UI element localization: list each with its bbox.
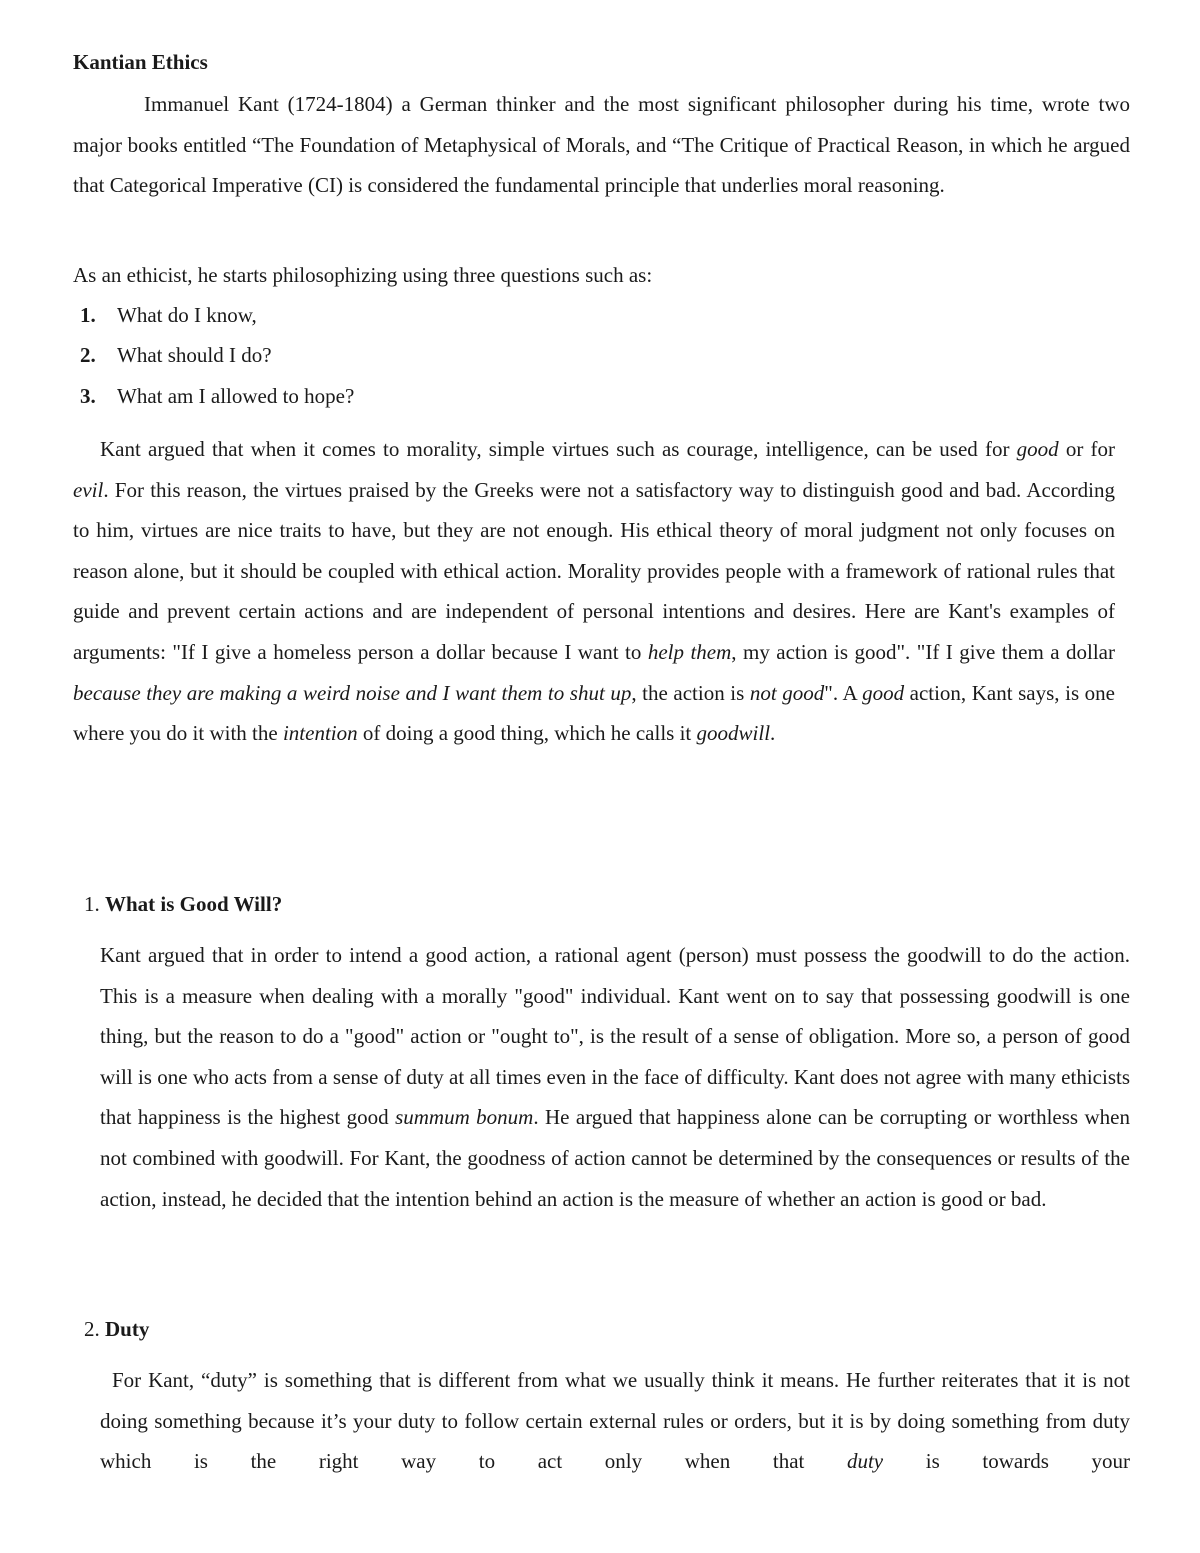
question-number: 3. — [80, 384, 96, 408]
question-item — [80, 343, 272, 368]
question-item — [80, 303, 257, 328]
section-number: 1. — [84, 892, 100, 916]
emphasis-intention: intention — [282, 721, 358, 746]
text-run: , my action is good". "If I give them a dollar — [731, 639, 1115, 664]
emphasis-help-them: help them — [647, 639, 732, 664]
text-run: ". A — [824, 680, 863, 705]
intro-paragraph — [73, 84, 1130, 206]
question-text: What do I know, — [117, 303, 257, 327]
text-run: of doing a good thing, which he calls it — [357, 721, 697, 746]
questions-intro: As an ethicist, he starts philosophizing using three questions such as: — [73, 263, 653, 287]
text-run: , the action is — [631, 680, 750, 705]
emphasis-because: because they are making a weird noise and I want them to shut up — [73, 680, 632, 705]
text-run: or for — [1058, 437, 1115, 461]
emphasis-good: good — [1016, 437, 1059, 461]
text-run: . For this reason, the virtues praised by the Greeks were not a satisfactory way to distinguish good and bad. According to him, virtues are nice traits to have, but they are not enough. His ethical theory of moral judgment not only focuses on reason alone, but it should be coupled with ethical action. Morality provides people with a framework of rational rules that guide and prevent certain actions and are independent of personal intentions and desires. Here are Kant's examples of arguments: "If I give a homeless person a dollar because I want to — [73, 477, 1115, 664]
section-title: What is Good Will? — [105, 892, 283, 916]
text-run: . He argued that happiness alone can be corrupting or worthless when not combined with goodwill. For Kant, the goodness of action cannot be determined by the consequences or results of the action, instead, he decided that the intention behind an action is the measure of whether an action is good or bad. — [100, 1105, 1130, 1211]
question-number: 2. — [80, 343, 96, 367]
question-text: What should I do? — [117, 343, 272, 367]
section-heading-good-will — [84, 892, 282, 917]
duty-paragraph — [100, 1360, 1130, 1482]
question-number: 1. — [80, 303, 96, 327]
document-title: Kantian Ethics — [73, 50, 208, 74]
section-number: 2. — [84, 1317, 100, 1341]
intro-paragraph-text: Immanuel Kant (1724-1804) a German thinker and the most significant philosopher during his time, wrote two major books entitled “The Foundation of Metaphysical of Morals, and “The Critique of Practical Reason, in which he argued that Categorical Imperative (CI) is considered the fundamental principle that underlies moral reasoning. — [73, 92, 1130, 198]
section-heading-duty — [84, 1317, 149, 1342]
text-run: Kant argued that when it comes to morality, simple virtues such as courage, intelligence, can be used for — [100, 437, 1017, 461]
emphasis-goodwill: goodwill — [696, 721, 771, 746]
text-run: . — [770, 721, 776, 746]
emphasis-summum-bonum: summum bonum — [395, 1105, 534, 1130]
emphasis-duty: duty — [846, 1449, 884, 1474]
question-item — [80, 384, 354, 409]
question-text: What am I allowed to hope? — [117, 384, 355, 408]
good-will-paragraph — [100, 935, 1130, 1219]
text-run: For Kant, “duty” is something that is different from what we usually think it means. He further reiterates that it is not doing something because it’s your duty to follow certain external rules or orders, but it is by doing something from duty which is the right way to act only when that — [100, 1368, 1130, 1474]
text-run: action, Kant says, is one where you do it with the — [73, 680, 1116, 746]
emphasis-not-good: not good — [749, 680, 825, 705]
text-run: Kant argued that in order to intend a good action, a rational agent (person) must possess the goodwill to do the action. This is a measure when dealing with a morally "good" individual. Kant went on to say that possessing goodwill is one thing, but the reason to do a "good" action or "ought to", is the result of a sense of obligation. More so, a person of good will is one who acts from a sense of duty at all times even in the face of difficulty. Kant does not agree with many ethicists that happiness is the highest good — [100, 943, 1130, 1130]
virtues-paragraph — [73, 429, 1115, 754]
emphasis-evil: evil — [73, 477, 104, 502]
section-title: Duty — [105, 1317, 150, 1341]
emphasis-good: good — [862, 680, 905, 705]
text-run: is towards your — [883, 1449, 1130, 1474]
